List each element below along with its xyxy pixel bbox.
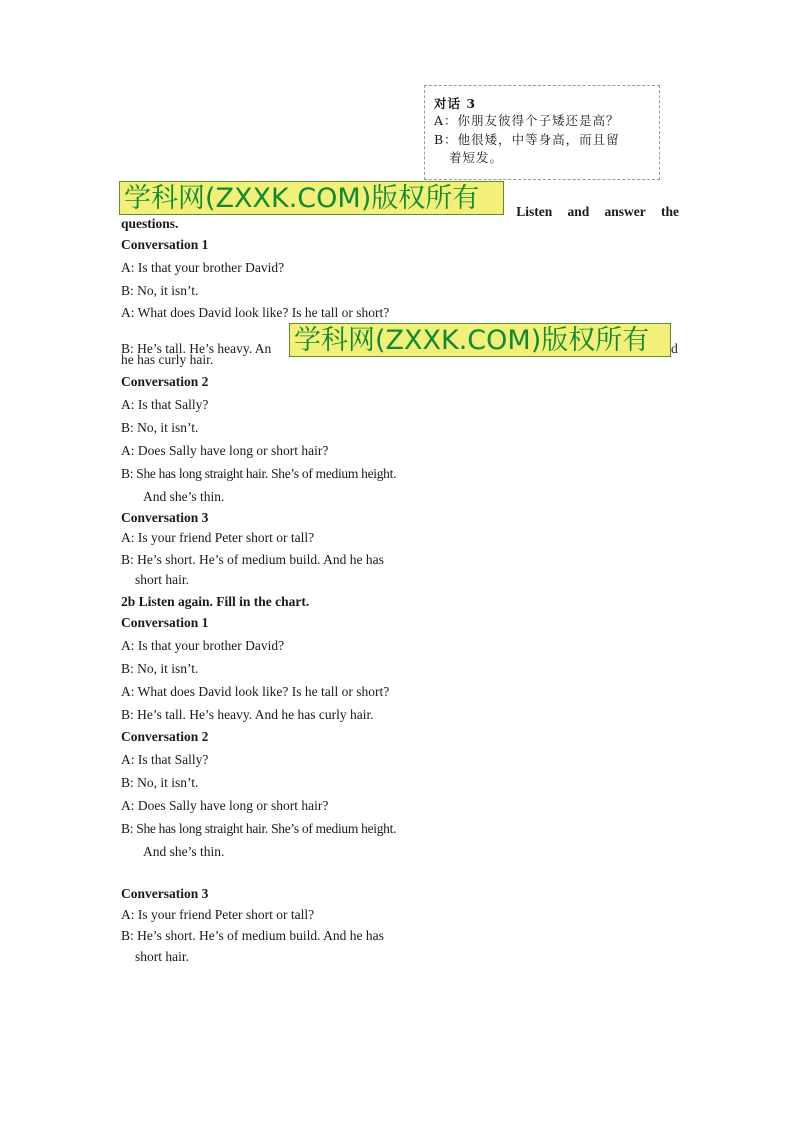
note-line-a: A：你朋友彼得个子矮还是高？ xyxy=(434,113,620,128)
dialogue-line: A: Is that your brother David? xyxy=(121,638,285,653)
task1-continuation: questions. xyxy=(121,216,179,231)
task1-word: answer xyxy=(604,204,646,219)
task1-word: the xyxy=(660,204,679,219)
conversation-heading: Conversation 2 xyxy=(121,374,209,389)
dialogue-line: B: No, it isn’t. xyxy=(121,775,199,790)
dialogue-line: A: Is that your brother David? xyxy=(121,260,285,275)
note-line-b2: 着短发。 xyxy=(449,150,504,165)
dialogue-line: A: Is your friend Peter short or tall? xyxy=(121,907,315,922)
dialogue-line: A: Is that Sally? xyxy=(121,752,209,767)
dialogue-line: he has curly hair. xyxy=(121,352,214,367)
dialogue-line: A: Is that Sally? xyxy=(121,397,209,412)
dialogue-line: B: She has long straight hair. She’s of medium height. xyxy=(121,466,397,481)
watermark-banner: 学科网(ZXXK.COM)版权所有 xyxy=(289,323,671,357)
dialogue-line: And she’s thin. xyxy=(143,489,225,504)
dialogue-line: short hair. xyxy=(135,572,189,587)
task1-word: Listen xyxy=(516,204,553,219)
task2-heading: 2b Listen again. Fill in the chart. xyxy=(121,594,310,609)
dialogue-line: B: She has long straight hair. She’s of medium height. xyxy=(121,821,397,836)
dialogue-line-end: d xyxy=(671,341,678,356)
dialogue-line: A: Does Sally have long or short hair? xyxy=(121,443,329,458)
conversation-heading: Conversation 1 xyxy=(121,615,209,630)
task1-word: and xyxy=(567,204,590,219)
dialogue-line: A: Does Sally have long or short hair? xyxy=(121,798,329,813)
dialogue-line: A: What does David look like? Is he tall or short? xyxy=(121,305,390,320)
conversation-heading: Conversation 1 xyxy=(121,237,209,252)
watermark-banner: 学科网(ZXXK.COM)版权所有 xyxy=(119,181,504,215)
dialogue-line: And she’s thin. xyxy=(143,844,225,859)
dialogue-line: B: He’s tall. He’s heavy. And he has curly hair. xyxy=(121,707,374,722)
dialogue-line: B: No, it isn’t. xyxy=(121,283,199,298)
note-line-b1: B：他很矮，中等身高，而且留 xyxy=(434,132,620,147)
dialogue-line: short hair. xyxy=(135,949,189,964)
conversation-heading: Conversation 3 xyxy=(121,510,209,525)
dialogue-line: B: No, it isn’t. xyxy=(121,661,199,676)
note-title: 对话 3 xyxy=(434,96,477,111)
dialogue-line: B: He’s short. He’s of medium build. And he has xyxy=(121,928,384,943)
dialogue-line: B: He’s tall. He’s heavy. An xyxy=(121,341,272,356)
translation-note-box xyxy=(424,85,660,180)
dialogue-line: B: No, it isn’t. xyxy=(121,420,199,435)
dialogue-line: A: What does David look like? Is he tall or short? xyxy=(121,684,390,699)
conversation-heading: Conversation 2 xyxy=(121,729,209,744)
dialogue-line: A: Is your friend Peter short or tall? xyxy=(121,530,315,545)
dialogue-line: B: He’s short. He’s of medium build. And he has xyxy=(121,552,384,567)
conversation-heading: Conversation 3 xyxy=(121,886,209,901)
